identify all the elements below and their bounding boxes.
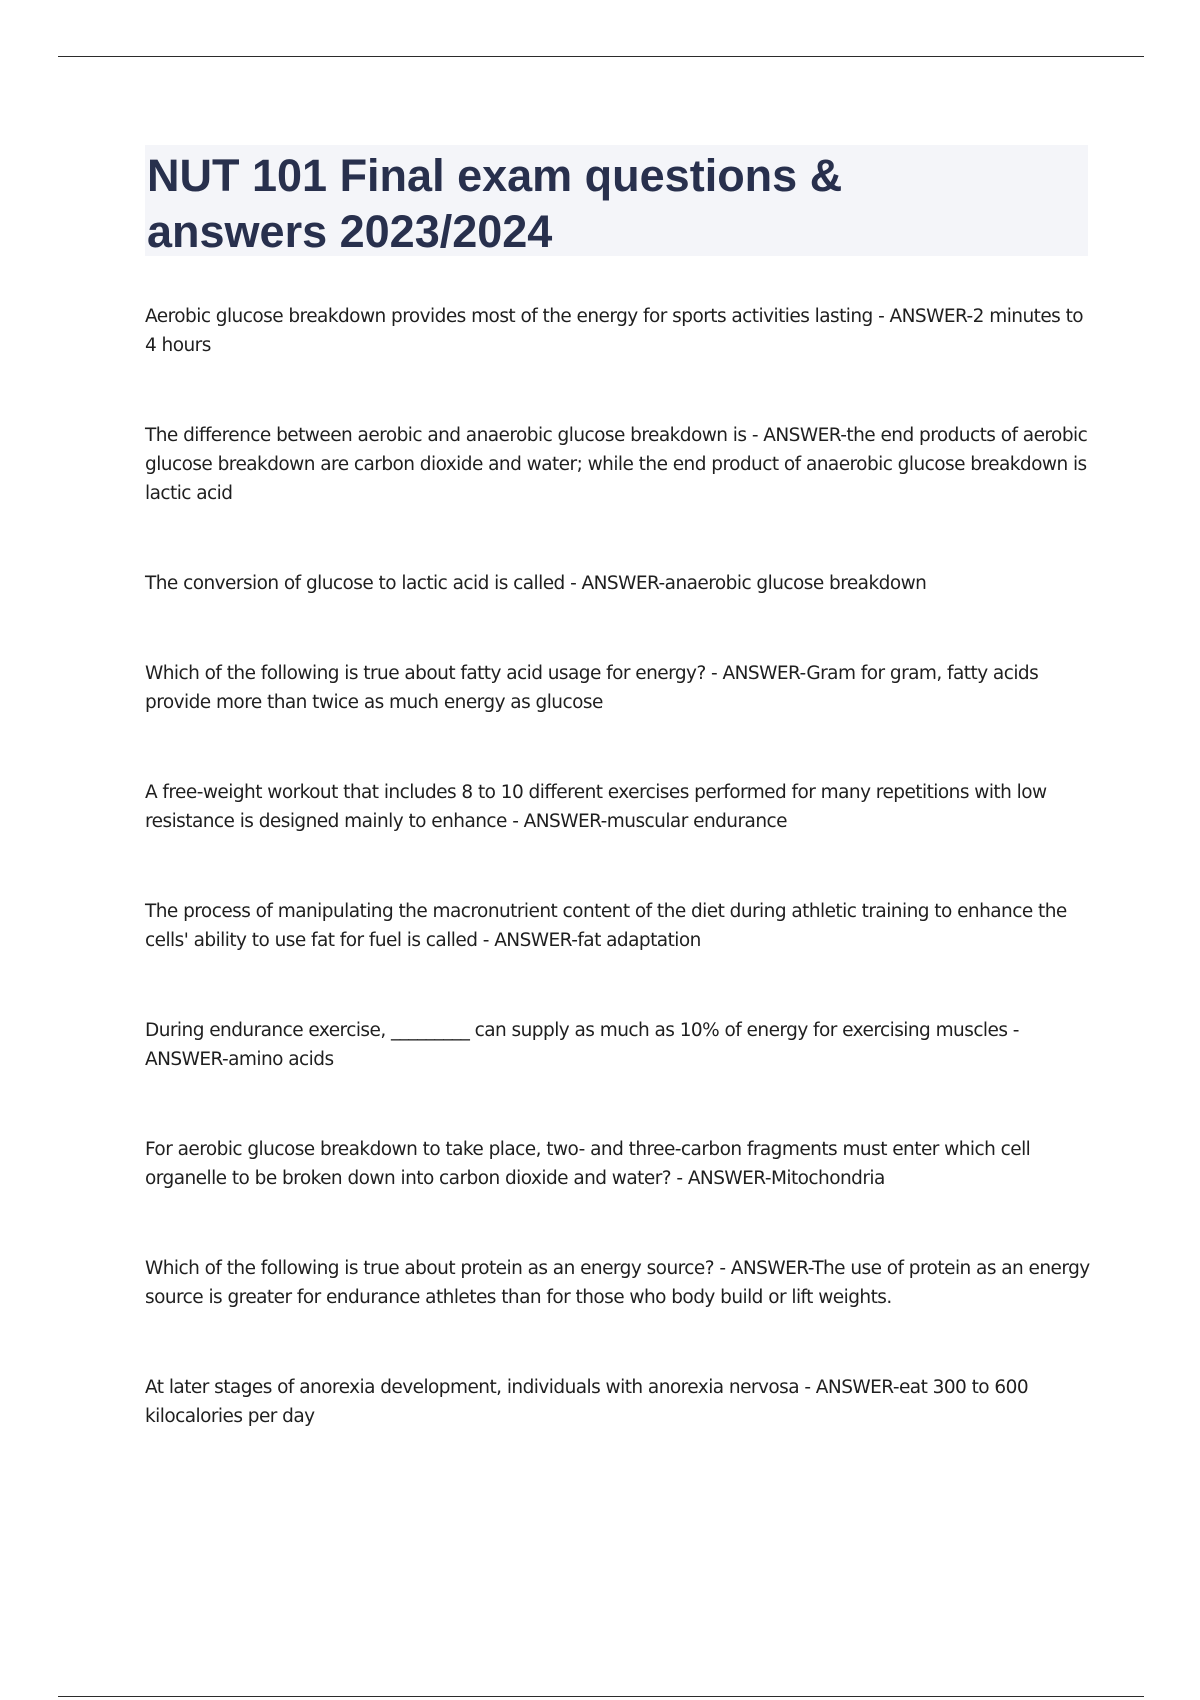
title-line-1: NUT 101 Final exam questions & [147, 150, 843, 201]
qa-item: The process of manipulating the macronutrient content of the diet during athletic training to enhance the cells' ability to use fat for fuel is called - ANSWER-fat adaptation [145, 901, 1067, 951]
qa-item: A free-weight workout that includes 8 to 10 different exercises performed for many repetitions with low resistance is designed mainly to enhance - ANSWER-muscular endurance [145, 782, 1047, 832]
qa-item: During endurance exercise, _________ can supply as much as 10% of energy for exercising muscles - ANSWER-amino acids [145, 1020, 1019, 1070]
top-rule [58, 56, 1144, 57]
qa-item: At later stages of anorexia development, individuals with anorexia nervosa - ANSWER-eat 300 to 600 kilocalories per day [145, 1377, 1029, 1427]
qa-item: The conversion of glucose to lactic acid is called - ANSWER-anaerobic glucose breakdown [145, 573, 927, 594]
bottom-rule [58, 1696, 1144, 1697]
title-line-2: answers 2023/2024 [147, 206, 553, 257]
qa-item: For aerobic glucose breakdown to take place, two- and three-carbon fragments must enter which cell organelle to be broken down into carbon dioxide and water? - ANSWER-Mitochondria [145, 1139, 1031, 1189]
qa-item: Which of the following is true about protein as an energy source? - ANSWER-The use of protein as an energy source is greater for endurance athletes than for those who body build or lift weights. [145, 1258, 1090, 1308]
qa-item: Aerobic glucose breakdown provides most of the energy for sports activities lasting - ANSWER-2 minutes to 4 hours [145, 306, 1084, 356]
qa-list [145, 302, 1090, 1492]
qa-item: Which of the following is true about fatty acid usage for energy? - ANSWER-Gram for gram, fatty acids provide more than twice as much energy as glucose [145, 663, 1039, 713]
qa-item: The difference between aerobic and anaerobic glucose breakdown is - ANSWER-the end products of aerobic glucose breakdown are carbon dioxide and water; while the end product of anaerobic glucose breakdown is lactic acid [145, 425, 1088, 504]
page-title [147, 148, 1088, 260]
title-banner [145, 145, 1088, 256]
